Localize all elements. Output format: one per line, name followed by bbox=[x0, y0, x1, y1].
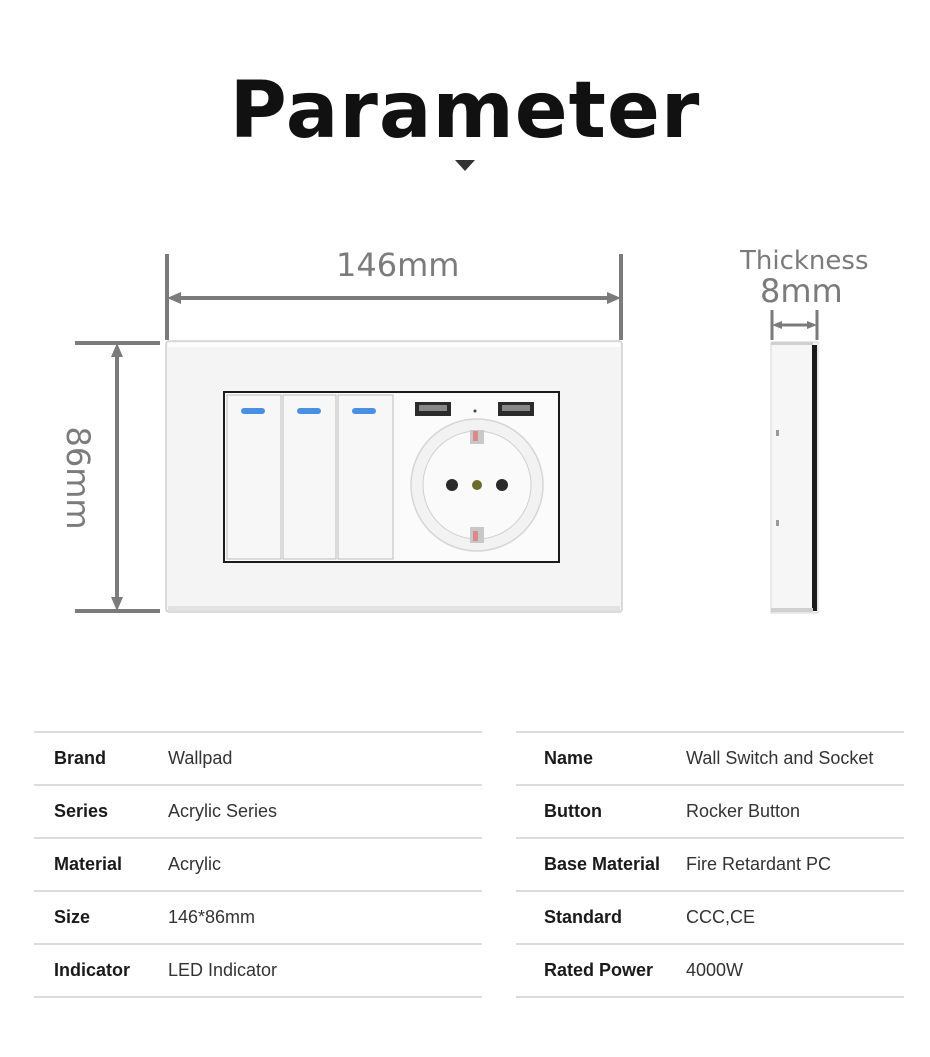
spec-key: Standard bbox=[544, 907, 623, 927]
spec-value: Wallpad bbox=[168, 748, 233, 768]
spec-value: Acrylic Series bbox=[168, 801, 278, 821]
spec-key: Series bbox=[54, 801, 109, 821]
spec-key: Name bbox=[544, 748, 594, 768]
spec-value: Fire Retardant PC bbox=[686, 854, 832, 874]
spec-row bbox=[516, 945, 904, 998]
rocker-button-2 bbox=[283, 395, 336, 559]
spec-value: Wall Switch and Socket bbox=[686, 748, 874, 768]
spec-table-left bbox=[34, 731, 482, 998]
page-title: Parameter bbox=[229, 66, 701, 156]
spec-table-right bbox=[516, 731, 904, 998]
switch-panel-side bbox=[771, 342, 818, 613]
spec-value: Acrylic bbox=[168, 854, 221, 874]
spec-row bbox=[34, 786, 482, 839]
spec-key: Base Material bbox=[544, 854, 661, 874]
spec-row bbox=[34, 839, 482, 892]
spec-value: 4000W bbox=[686, 960, 744, 980]
spec-row bbox=[516, 786, 904, 839]
rocker-button-3 bbox=[338, 395, 393, 559]
height-label: 86mm bbox=[59, 426, 97, 530]
thickness-dimension-line bbox=[772, 310, 817, 340]
spec-key: Indicator bbox=[54, 960, 131, 980]
led-indicator-3 bbox=[352, 408, 376, 414]
led-indicator-2 bbox=[297, 408, 321, 414]
spec-row bbox=[516, 733, 904, 786]
spec-value: Rocker Button bbox=[686, 801, 801, 821]
spec-row bbox=[516, 892, 904, 945]
thickness-label: Thickness bbox=[740, 246, 869, 276]
spec-key: Size bbox=[54, 907, 91, 927]
schuko-socket bbox=[400, 395, 556, 559]
spec-key: Rated Power bbox=[544, 960, 654, 980]
led-indicator-1 bbox=[241, 408, 265, 414]
spec-key: Button bbox=[544, 801, 602, 821]
spec-key: Material bbox=[54, 854, 123, 874]
spec-value: CCC,CE bbox=[686, 907, 756, 927]
spec-value: LED Indicator bbox=[168, 960, 278, 980]
spec-row bbox=[34, 945, 482, 998]
spec-value: 146*86mm bbox=[168, 907, 256, 927]
thickness-value: 8mm bbox=[760, 272, 843, 310]
spec-key: Brand bbox=[54, 748, 107, 768]
spec-row bbox=[34, 733, 482, 786]
switch-panel-front bbox=[166, 341, 622, 612]
width-label: 146mm bbox=[336, 246, 460, 284]
rocker-button-1 bbox=[227, 395, 281, 559]
spec-row bbox=[516, 839, 904, 892]
spec-row bbox=[34, 892, 482, 945]
